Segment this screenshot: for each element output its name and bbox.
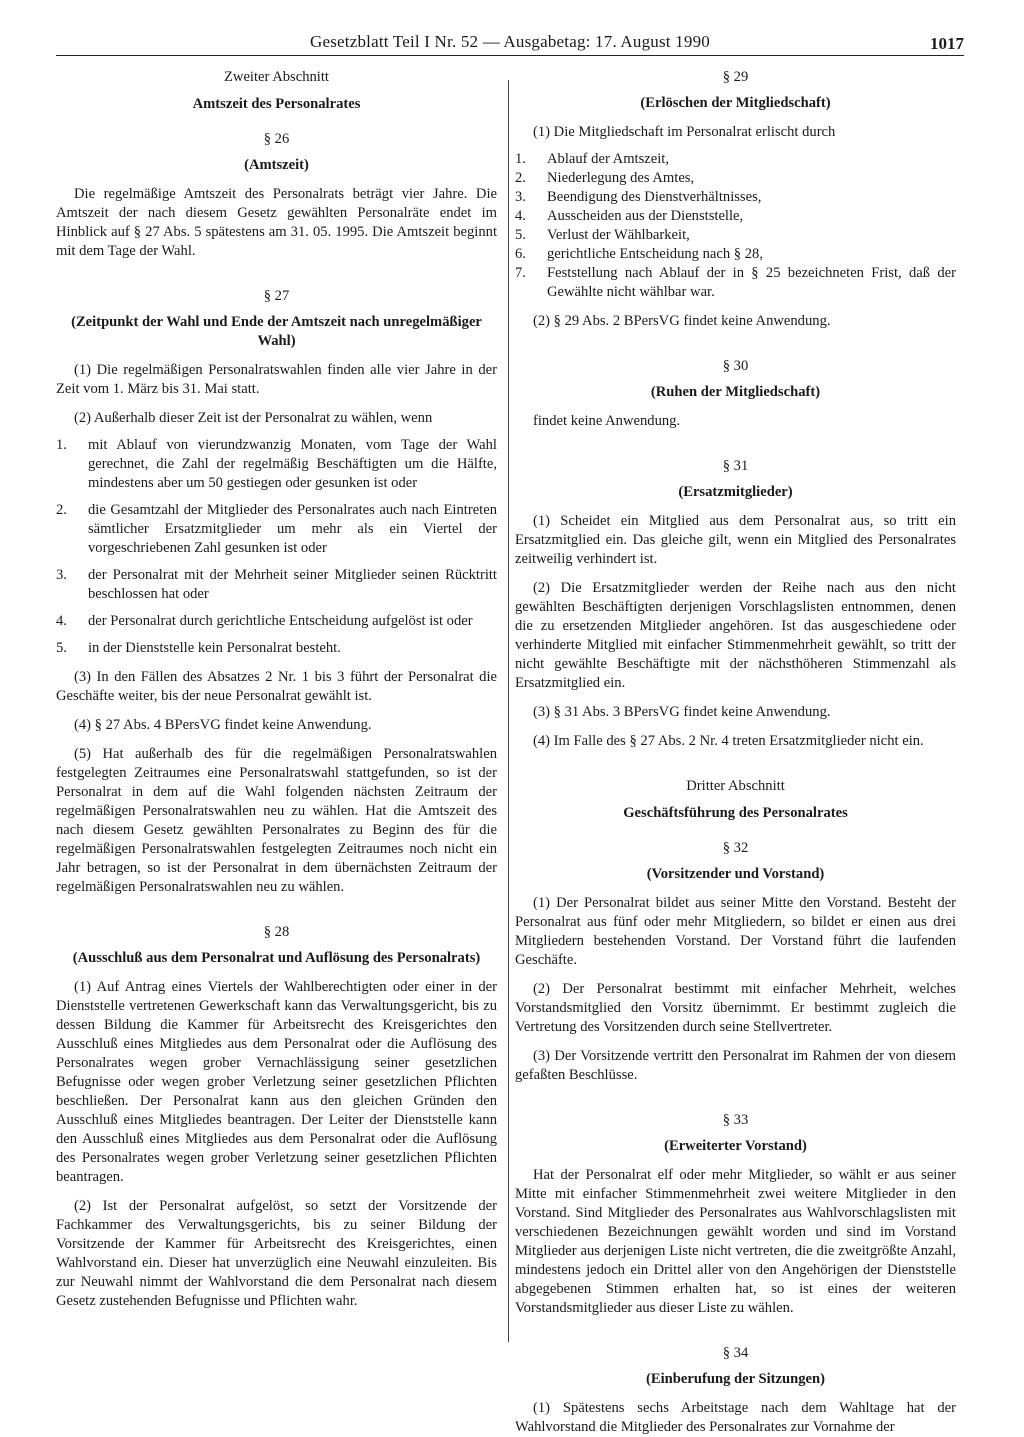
section-heading: Dritter Abschnitt <box>686 778 785 794</box>
paragraph-number: § 30 <box>722 358 749 374</box>
paragraph-title: (Ruhen der Mitgliedschaft) <box>650 384 821 400</box>
item-text: Ausscheiden aus der Dienststelle, <box>547 208 744 224</box>
paragraph-number: § 27 <box>263 288 290 304</box>
paragraph-number: § 28 <box>263 924 290 940</box>
paragraph-text: (2) § 29 Abs. 2 BPersVG findet keine Anwendung. <box>533 313 831 329</box>
paragraph-text: (1) Spätestens sechs Arbeitstage nach dem Wahltage hat der Wahlvorstand die Mitglieder des Personalrates zur Vornahme der <box>515 1400 956 1435</box>
item-text: gerichtliche Entscheidung nach § 28, <box>547 246 763 262</box>
list-item <box>56 566 497 604</box>
list-item <box>515 245 956 264</box>
section-title: Geschäftsführung des Personalrates <box>623 805 848 821</box>
paragraph-text: (1) Die Mitgliedschaft im Personalrat erlischt durch <box>533 124 836 140</box>
list-item <box>515 150 956 169</box>
item-text: Beendigung des Dienstverhältnisses, <box>547 189 762 205</box>
paragraph-title: (Zeitpunkt der Wahl und Ende der Amtszeit nach unregelmäßiger Wahl) <box>71 314 482 349</box>
left-column <box>56 64 497 1359</box>
right-column <box>515 64 956 1435</box>
section-heading: Zweiter Abschnitt <box>224 69 329 85</box>
paragraph-text: (1) Scheidet ein Mitglied aus dem Personalrat aus, so tritt ein Ersatzmitglied ein. Das gleiche gilt, wenn ein Mitglied des Personalrates zeitweilig verhindert ist. <box>515 513 956 567</box>
list-item <box>56 639 497 658</box>
paragraph-text: (2) Die Ersatzmitglieder werden der Reihe nach aus den nicht gewählten Beschäftigten derjenigen Vorschlagslisten entnommen, denen die zu ersetzenden Mitglieder angehören. Ist das ausgeschiedene oder verhinderte Mitglied mit einfacher Stimmenmehrheit gewählt, so tritt der nicht gewählte Beschäftigte mit der nächsthöheren Stimmenzahl als Ersatzmitglied ein. <box>515 580 956 691</box>
paragraph-text: (5) Hat außerhalb des für die regelmäßigen Personalratswahlen festgelegten Zeitraumes eine Personalratswahl stattgefunden, so ist der Personalrat in dem auf die Wahl folgenden nächsten Zeitraum der regelmäßigen Personalratswahlen neu zu wählen. Hat die Amtszeit des nach diesem Gesetz gewählten Personalrates zu Beginn des für die regelmäßigen Personalratswahlen festgelegten Zeitraumes noch nicht ein Jahr betragen, so ist der Personalrat in dem übernächsten Zeitraum der regelmäßigen Personalratswahlen neu zu wählen. <box>56 746 497 895</box>
paragraph-text: (3) In den Fällen des Absatzes 2 Nr. 1 bis 3 führt der Personalrat die Geschäfte weiter, bis der neue Personalrat gewählt ist. <box>56 669 497 704</box>
paragraph-text: (4) § 27 Abs. 4 BPersVG findet keine Anwendung. <box>74 717 372 733</box>
paragraph-title: (Erlöschen der Mitgliedschaft) <box>640 95 831 111</box>
paragraph-text: (1) Auf Antrag eines Viertels der Wahlberechtigten oder einer in der Dienststelle vertretenen Gewerkschaft kann das Verwaltungsgericht, bis zu dessen Bildung die Kammer für Arbeitsrecht des Kreisgerichtes den Ausschluß eines Mitgliedes aus dem Personalrat oder die Auflösung des Personalrates wegen grober Vernachlässigung seiner gesetzlichen Befugnisse oder wegen grober Verletzung seiner gesetzlichen Pflichten beschließen. Der Personalrat kann aus den gleichen Gründen den Ausschluß eines Mitgliedes beantragen. Der Leiter der Dienststelle kann den Ausschluß eines Mitgliedes aus dem Personalrat oder die Auflösung des Personalrates wegen grober Verletzung seiner gesetzlichen Pflichten beantragen. <box>56 979 497 1185</box>
item-text: Ablauf der Amtszeit, <box>547 151 669 167</box>
list-item <box>515 264 956 302</box>
page-number: 1017 <box>930 34 964 53</box>
paragraph-text: Die regelmäßige Amtszeit des Personalrats beträgt vier Jahre. Die Amtszeit der nach diesem Gesetz gewählten Personalräte endet im Hinblick auf § 27 Abs. 5 spätestens am 31. 05. 1995. Die Amtszeit beginnt mit dem Tage der Wahl. <box>56 186 497 259</box>
item-number: 4. <box>515 208 526 224</box>
paragraph-title: (Ersatzmitglieder) <box>678 484 793 500</box>
paragraph-title: (Vorsitzender und Vorstand) <box>646 866 825 882</box>
paragraph-text: findet keine Anwendung. <box>533 413 681 429</box>
paragraph-number: § 34 <box>722 1345 749 1361</box>
paragraph-number: § 26 <box>263 131 290 147</box>
paragraph-text: (1) Die regelmäßigen Personalratswahlen finden alle vier Jahre in der Zeit vom 1. März bis 31. Mai statt. <box>56 362 497 397</box>
item-number: 1. <box>56 437 67 453</box>
list-item <box>515 169 956 188</box>
section-title: Amtszeit des Personalrates <box>192 96 361 112</box>
item-text: in der Dienststelle kein Personalrat besteht. <box>88 640 341 656</box>
paragraph-title: (Einberufung der Sitzungen) <box>646 1371 825 1387</box>
item-text: die Gesamtzahl der Mitglieder des Personalrates auch nach Eintreten sämtlicher Ersatzmitglieder um mehr als ein Viertel der vorgeschriebenen Zahl gesunken ist oder <box>88 502 497 556</box>
item-text: der Personalrat durch gerichtliche Entscheidung aufgelöst ist oder <box>88 613 473 629</box>
list-item <box>515 226 956 245</box>
item-text: Verlust der Wählbarkeit, <box>547 227 690 243</box>
paragraph-text: (3) § 31 Abs. 3 BPersVG findet keine Anwendung. <box>533 704 831 720</box>
paragraph-text: (3) Der Vorsitzende vertritt den Personalrat im Rahmen der von diesem gefaßten Beschlüsse. <box>515 1048 956 1083</box>
paragraph-title: (Erweiterter Vorstand) <box>664 1138 807 1154</box>
column-divider <box>508 80 509 1342</box>
paragraph-text: (4) Im Falle des § 27 Abs. 2 Nr. 4 treten Ersatzmitglieder nicht ein. <box>533 733 924 749</box>
paragraph-title: (Ausschluß aus dem Personalrat und Auflösung des Personalrats) <box>72 950 481 966</box>
item-number: 3. <box>56 567 67 583</box>
item-text: der Personalrat mit der Mehrheit seiner Mitglieder seinen Rücktritt beschlossen hat oder <box>88 567 497 602</box>
item-number: 5. <box>56 640 67 656</box>
item-text: Feststellung nach Ablauf der in § 25 bezeichneten Frist, daß der Gewählte nicht wählbar war. <box>547 265 956 300</box>
page-header <box>56 30 964 54</box>
paragraph-title: (Amtszeit) <box>244 157 309 173</box>
paragraph-text: Hat der Personalrat elf oder mehr Mitglieder, so wählt er aus seiner Mitte mit einfacher Stimmenmehrheit zwei weitere Mitglieder in den Vorstand. Sind Mitglieder des Personalrates aus Wahlvorschlagslisten mit verschiedenen Bezeichnungen gewählt worden und sind im Vorstand Mitglieder aus derjenigen Liste nicht vertreten, die die zweitgrößte Anzahl, mindestens jedoch ein Drittel aller von den Angehörigen der Dienststelle abgegebenen Stimmen erhalten hat, so ist eines der weiteren Vorstandsmitglieder aus dieser Liste zu wählen. <box>515 1167 956 1316</box>
list-item <box>515 207 956 226</box>
paragraph-number: § 31 <box>722 458 749 474</box>
paragraph-text: (2) Der Personalrat bestimmt mit einfacher Mehrheit, welches Vorstandsmitglied den Vorsitz übernimmt. Er bestimmt zugleich die Vertretung des Vorsitzenden durch seine Stellvertreter. <box>515 981 956 1035</box>
list-item <box>515 188 956 207</box>
running-head: Gesetzblatt Teil I Nr. 52 — Ausgabetag: 17. August 1990 <box>310 32 710 51</box>
list-item <box>56 612 497 631</box>
enumeration-list <box>56 436 497 658</box>
item-text: Niederlegung des Amtes, <box>547 170 695 186</box>
paragraph-text: (2) Ist der Personalrat aufgelöst, so setzt der Vorsitzende der Fachkammer des Verwaltungsgerichts, bis zu seiner Bildung der Vorsitzende der Kammer für Arbeitsrecht des Kreisgerichtes, einen Wahlvorstand ein. Dieser hat unverzüglich eine Neuwahl einzuleiten. Bis zur Neuwahl nimmt der Wahlvorstand die dem Personalrat nach diesem Gesetz zustehenden Befugnisse und Pflichten wahr. <box>56 1198 497 1309</box>
list-item <box>56 436 497 493</box>
paragraph-number: § 29 <box>722 69 749 85</box>
item-number: 1. <box>515 151 526 167</box>
item-number: 2. <box>515 170 526 186</box>
item-number: 4. <box>56 613 67 629</box>
list-item <box>56 501 497 558</box>
paragraph-number: § 32 <box>722 840 749 856</box>
item-number: 5. <box>515 227 526 243</box>
item-number: 3. <box>515 189 526 205</box>
enumeration-list <box>515 150 956 302</box>
paragraph-text: (1) Der Personalrat bildet aus seiner Mitte den Vorstand. Besteht der Personalrat aus fünf oder mehr Mitgliedern, so bildet er einen aus drei Mitgliedern bestehenden Vorstand. Der Vorstand führt die laufenden Geschäfte. <box>515 895 956 968</box>
paragraph-number: § 33 <box>722 1112 749 1128</box>
item-text: mit Ablauf von vierundzwanzig Monaten, vom Tage der Wahl gerechnet, die Zahl der regelmäßig Beschäftigten um die Hälfte, mindestens aber um 50 gestiegen oder gesunken ist oder <box>88 437 497 491</box>
item-number: 2. <box>56 502 67 518</box>
item-number: 7. <box>515 265 526 281</box>
header-rule <box>56 55 964 56</box>
paragraph-text: (2) Außerhalb dieser Zeit ist der Personalrat zu wählen, wenn <box>74 410 433 426</box>
item-number: 6. <box>515 246 526 262</box>
